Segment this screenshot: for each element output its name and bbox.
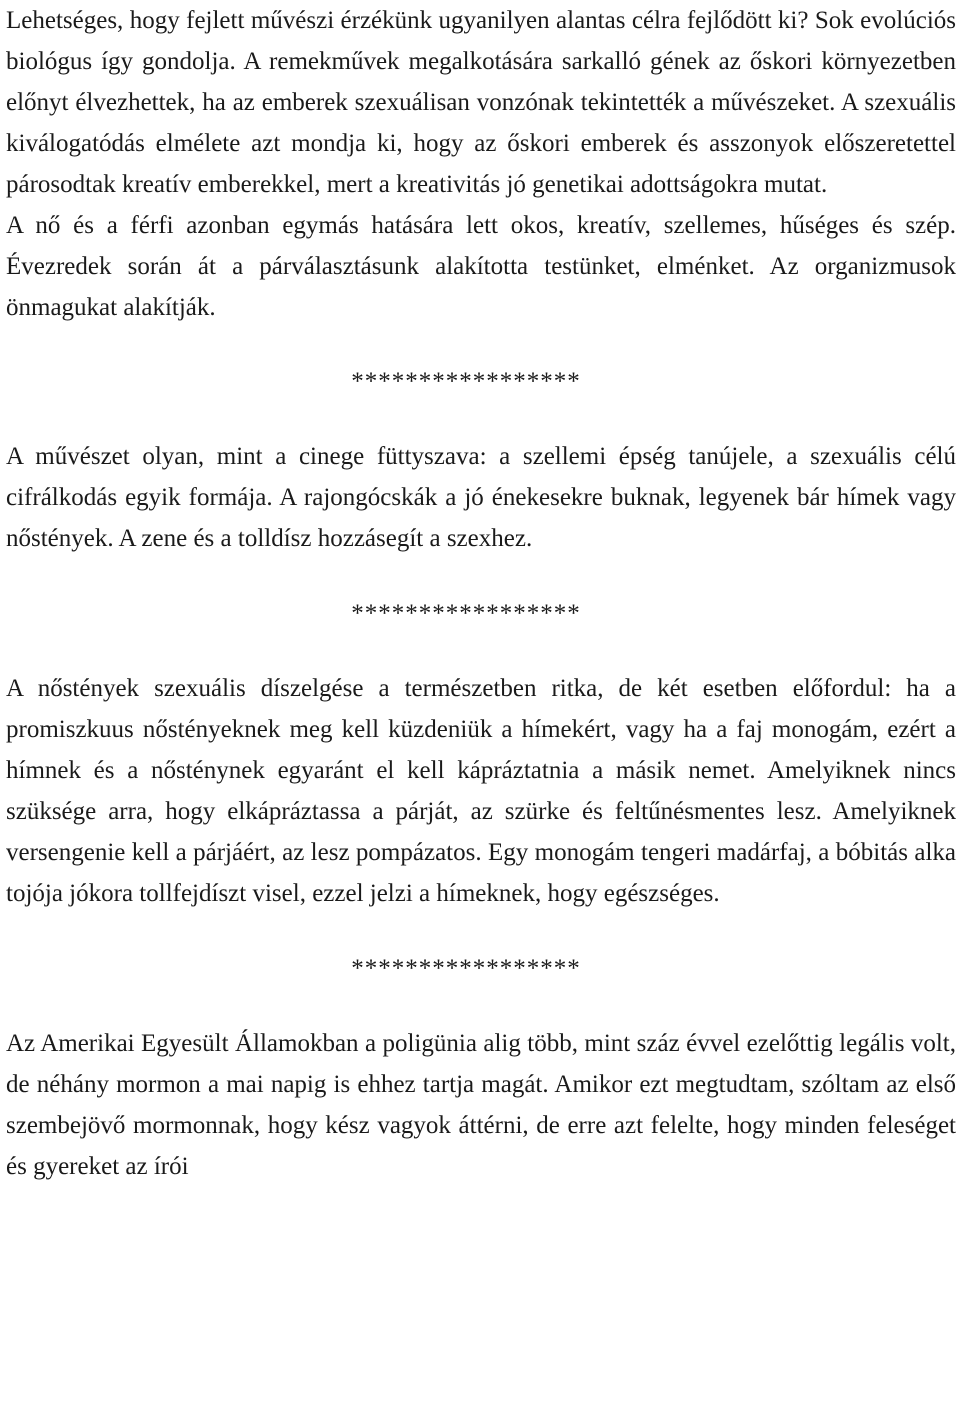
paragraph: A nőstények szexuális díszelgése a természetben ritka, de két esetben előfordul: ha a promiszkuus nőstényeknek meg kell küzdeniük a hímekért, vagy ha a faj monogám, ezért a hímnek és a nősténynek egyaránt el kell kápráztatnia a másik nemet. Amelyiknek nincs szüksége arra, hogy elkápráztassa a párját, az szürke és feltűnésmentes lesz. Amelyiknek versengenie kell a párjáért, az lesz pompázatos. Egy monogám tengeri madárfaj, a bóbitás alka tojója jókora tollfejdíszt visel, ezzel jelzi a hímeknek, hogy egészséges. bbox=[6, 675, 956, 907]
paragraph: Lehetséges, hogy fejlett művészi érzékünk ugyanilyen alantas célra fejlődött ki? Sok evolúciós biológus így gondolja. A remekművek megalkotására sarkalló gének az őskori környezetben előnyt élvezhettek, ha az emberek szexuálisan vonzónak tekintették a művészeket. A szexuális kiválogatódás elmélete azt mondja ki, hogy az őskori emberek és asszonyok előszeretettel párosodtak kreatív emberekkel, mert a kreativitás jó genetikai adottságokra mutat. bbox=[6, 7, 956, 198]
paragraph: A művészet olyan, mint a cinege füttyszava: a szellemi épség tanújele, a szexuális célú cifrálkodás egyik formája. A rajongócskák a jó énekesekre buknak, legyenek bár hímek vagy nőstények. A zene és a tolldísz hozzásegít a szexhez. bbox=[6, 443, 956, 552]
paragraph: A nő és a férfi azonban egymás hatására lett okos, kreatív, szellemes, hűséges és szép. Évezredek során át a párválasztásunk alakította testünket, elménket. Az organizmusok önmagukat alakítják. bbox=[6, 212, 956, 321]
section-separator: ***************** bbox=[351, 600, 581, 627]
paragraph: Az Amerikai Egyesült Államokban a poligünia alig több, mint száz évvel ezelőttig legális volt, de néhány mormon a mai napig is ehhez tartja magát. Amikor ezt megtudtam, szóltam az első szembejövő mormonnak, hogy kész vagyok áttérni, de erre azt felelte, hogy minden feleséget és gyereket az írói bbox=[6, 1030, 956, 1180]
document-page bbox=[6, 0, 956, 1187]
section-separator: ***************** bbox=[351, 368, 581, 395]
section-separator: ***************** bbox=[351, 955, 581, 982]
